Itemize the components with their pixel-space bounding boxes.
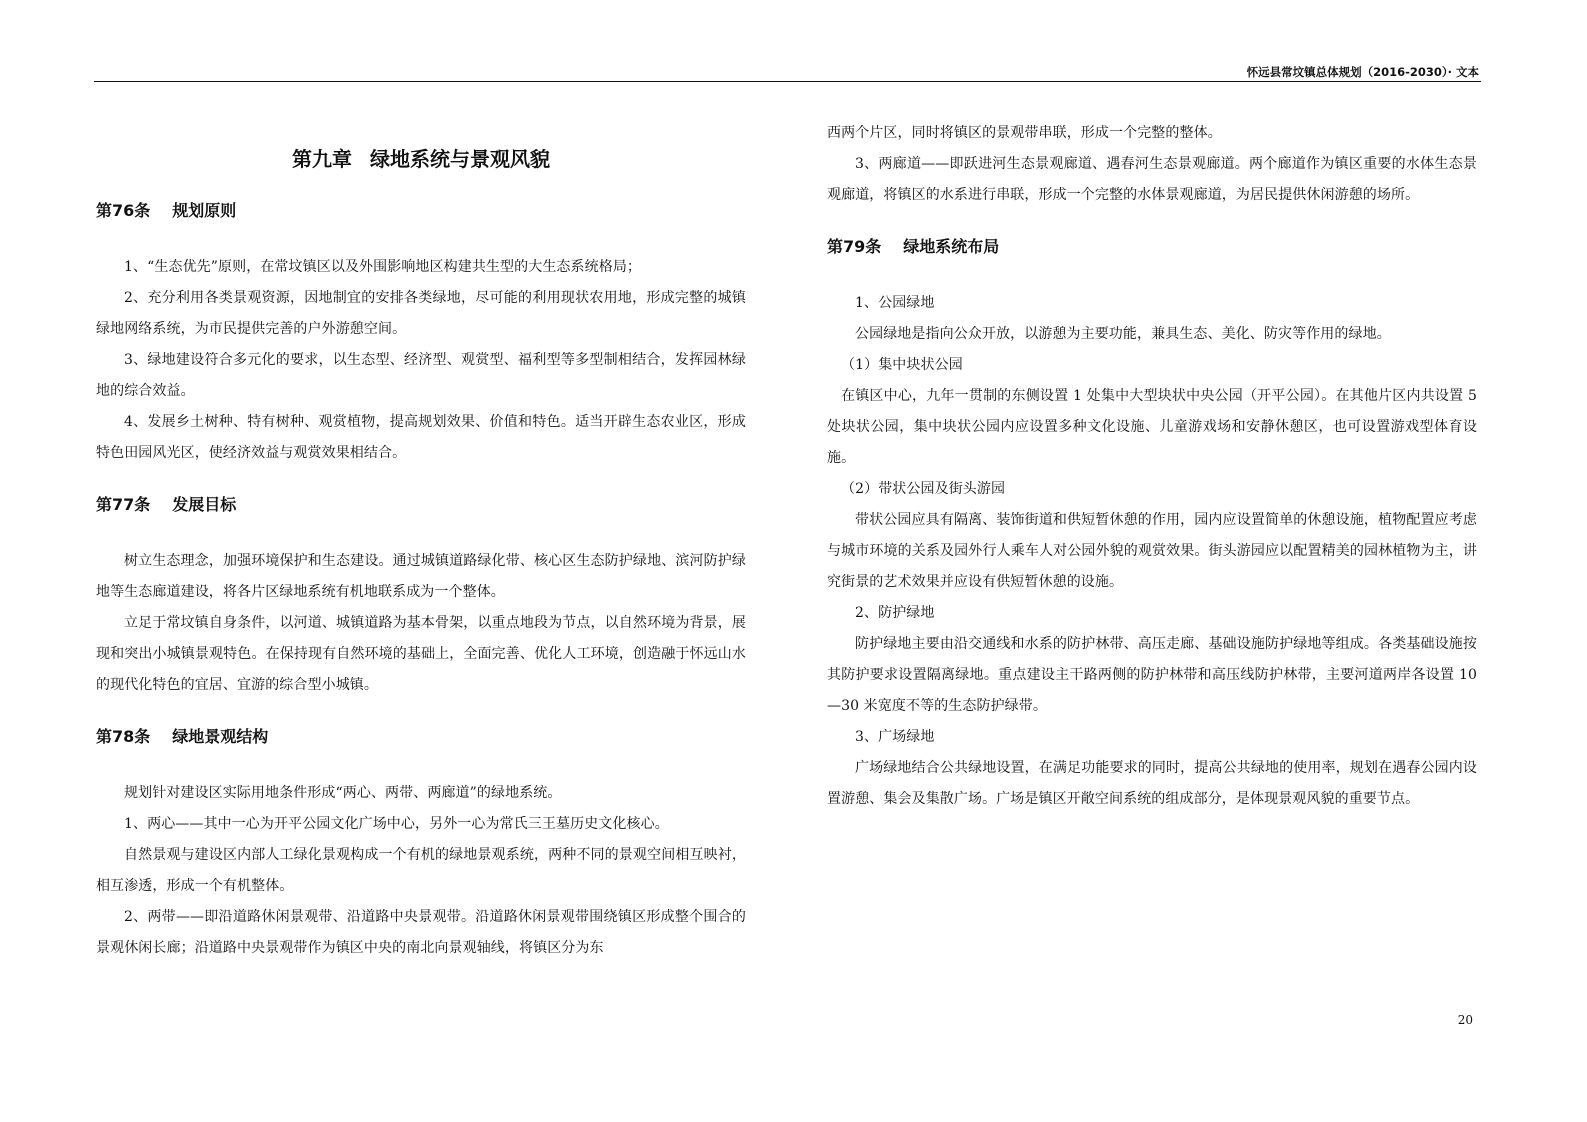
paragraph: 在镇区中心，九年一贯制的东侧设置 1 处集中大型块状中央公园（开平公园）。在其他片区内共设置 5 处块状公园，集中块状公园内应设置多种文化设施、儿童游戏场和安静休憩区，也可设置游戏型体育设施。 (827, 388, 1477, 466)
article-heading (827, 232, 1477, 262)
article-title: 绿地系统布局 (903, 237, 1000, 256)
paragraph: 自然景观与建设区内部人工绿化景观构成一个有机的绿地景观系统，两种不同的景观空间相互映衬，相互渗透，形成一个有机整体。 (96, 847, 746, 894)
section-heading: 2、防护绿地 (855, 605, 935, 621)
article-title: 规划原则 (172, 201, 237, 220)
left-column (96, 118, 746, 964)
paragraph: 公园绿地是指向公众开放，以游憩为主要功能，兼具生态、美化、防灾等作用的绿地。 (855, 326, 1391, 342)
article-heading (96, 722, 746, 752)
right-column (827, 118, 1477, 815)
chapter-heading (96, 144, 746, 174)
paragraph: 防护绿地主要由沿交通线和水系的防护林带、高压走廊、基础设施防护绿地等组成。各类基础设施按其防护要求设置隔离绿地。重点建设主干路两侧的防护林带和高压线防护林带，主要河道两岸各设置 10—30 米宽度不等的生态防护绿带。 (827, 636, 1477, 714)
article-number: 第77条 (96, 495, 151, 514)
paragraph: 带状公园应具有隔离、装饰街道和供短暂休憩的作用，园内应设置简单的休憩设施，植物配置应考虑与城市环境的关系及园外行人乘车人对公园外貌的观赏效果。街头游园应以配置精美的园林植物为主，讲究街景的艺术效果并应设有供短暂休憩的设施。 (827, 512, 1477, 590)
article-title: 发展目标 (172, 495, 237, 514)
paragraph: 4、发展乡土树种、特有树种、观赏植物，提高规划效果、价值和特色。适当开辟生态农业区，形成特色田园风光区，使经济效益与观赏效果相结合。 (96, 414, 746, 461)
paragraph: 2、充分利用各类景观资源，因地制宜的安排各类绿地，尽可能的利用现状农用地，形成完整的城镇绿地网络系统，为市民提供完善的户外游憩空间。 (96, 290, 746, 337)
chapter-number: 第九章 (292, 147, 352, 171)
paragraph: 广场绿地结合公共绿地设置，在满足功能要求的同时，提高公共绿地的使用率，规划在遇春公园内设置游憩、集会及集散广场。广场是镇区开敞空间系统的组成部分，是体现景观风貌的重要节点。 (827, 760, 1477, 807)
article-heading (96, 490, 746, 520)
document-title: 怀远县常坟镇总体规划（2016-2030）· 文本 (1246, 65, 1479, 79)
subsection-heading: （1）集中块状公园 (841, 357, 963, 373)
article-title: 绿地景观结构 (172, 727, 269, 746)
subsection-heading: （2）带状公园及街头游园 (841, 481, 1006, 497)
section-heading: 3、广场绿地 (855, 729, 935, 745)
article-number: 第76条 (96, 201, 151, 220)
paragraph: 1、两心——其中一心为开平公园文化广场中心，另外一心为常氏三王墓历史文化核心。 (124, 816, 669, 832)
article-number: 第78条 (96, 727, 151, 746)
paragraph: 树立生态理念，加强环境保护和生态建设。通过城镇道路绿化带、核心区生态防护绿地、滨河防护绿地等生态廊道建设，将各片区绿地系统有机地联系成为一个整体。 (96, 553, 746, 600)
paragraph: 立足于常坟镇自身条件，以河道、城镇道路为基本骨架，以重点地段为节点，以自然环境为背景，展现和突出小城镇景观特色。在保持现有自然环境的基础上，全面完善、优化人工环境，创造融于怀远山水的现代化特色的宜居、宜游的综合型小城镇。 (96, 615, 746, 693)
article-number: 第79条 (827, 237, 882, 256)
article-heading (96, 196, 746, 226)
paragraph: 2、两带——即沿道路休闲景观带、沿道路中央景观带。沿道路休闲景观带围绕镇区形成整个围合的景观休闲长廊；沿道路中央景观带作为镇区中央的南北向景观轴线，将镇区分为东 (96, 909, 746, 956)
section-heading: 1、公园绿地 (855, 295, 935, 311)
paragraph: 规划针对建设区实际用地条件形成“两心、两带、两廊道”的绿地系统。 (124, 785, 562, 801)
header-divider (94, 81, 1481, 82)
chapter-title: 绿地系统与景观风貌 (370, 147, 550, 171)
page-number: 20 (1457, 1013, 1473, 1027)
paragraph: 3、绿地建设符合多元化的要求，以生态型、经济型、观赏型、福利型等多型制相结合，发挥园林绿地的综合效益。 (96, 352, 746, 399)
paragraph: 1、“生态优先”原则，在常坟镇区以及外围影响地区构建共生型的大生态系统格局； (124, 259, 642, 275)
paragraph: 3、两廊道——即跃进河生态景观廊道、遇春河生态景观廊道。两个廊道作为镇区重要的水体生态景观廊道，将镇区的水系进行串联，形成一个完整的水体景观廊道，为居民提供休闲游憩的场所。 (827, 156, 1477, 203)
paragraph-continued: 西两个片区，同时将镇区的景观带串联，形成一个完整的整体。 (827, 125, 1222, 141)
